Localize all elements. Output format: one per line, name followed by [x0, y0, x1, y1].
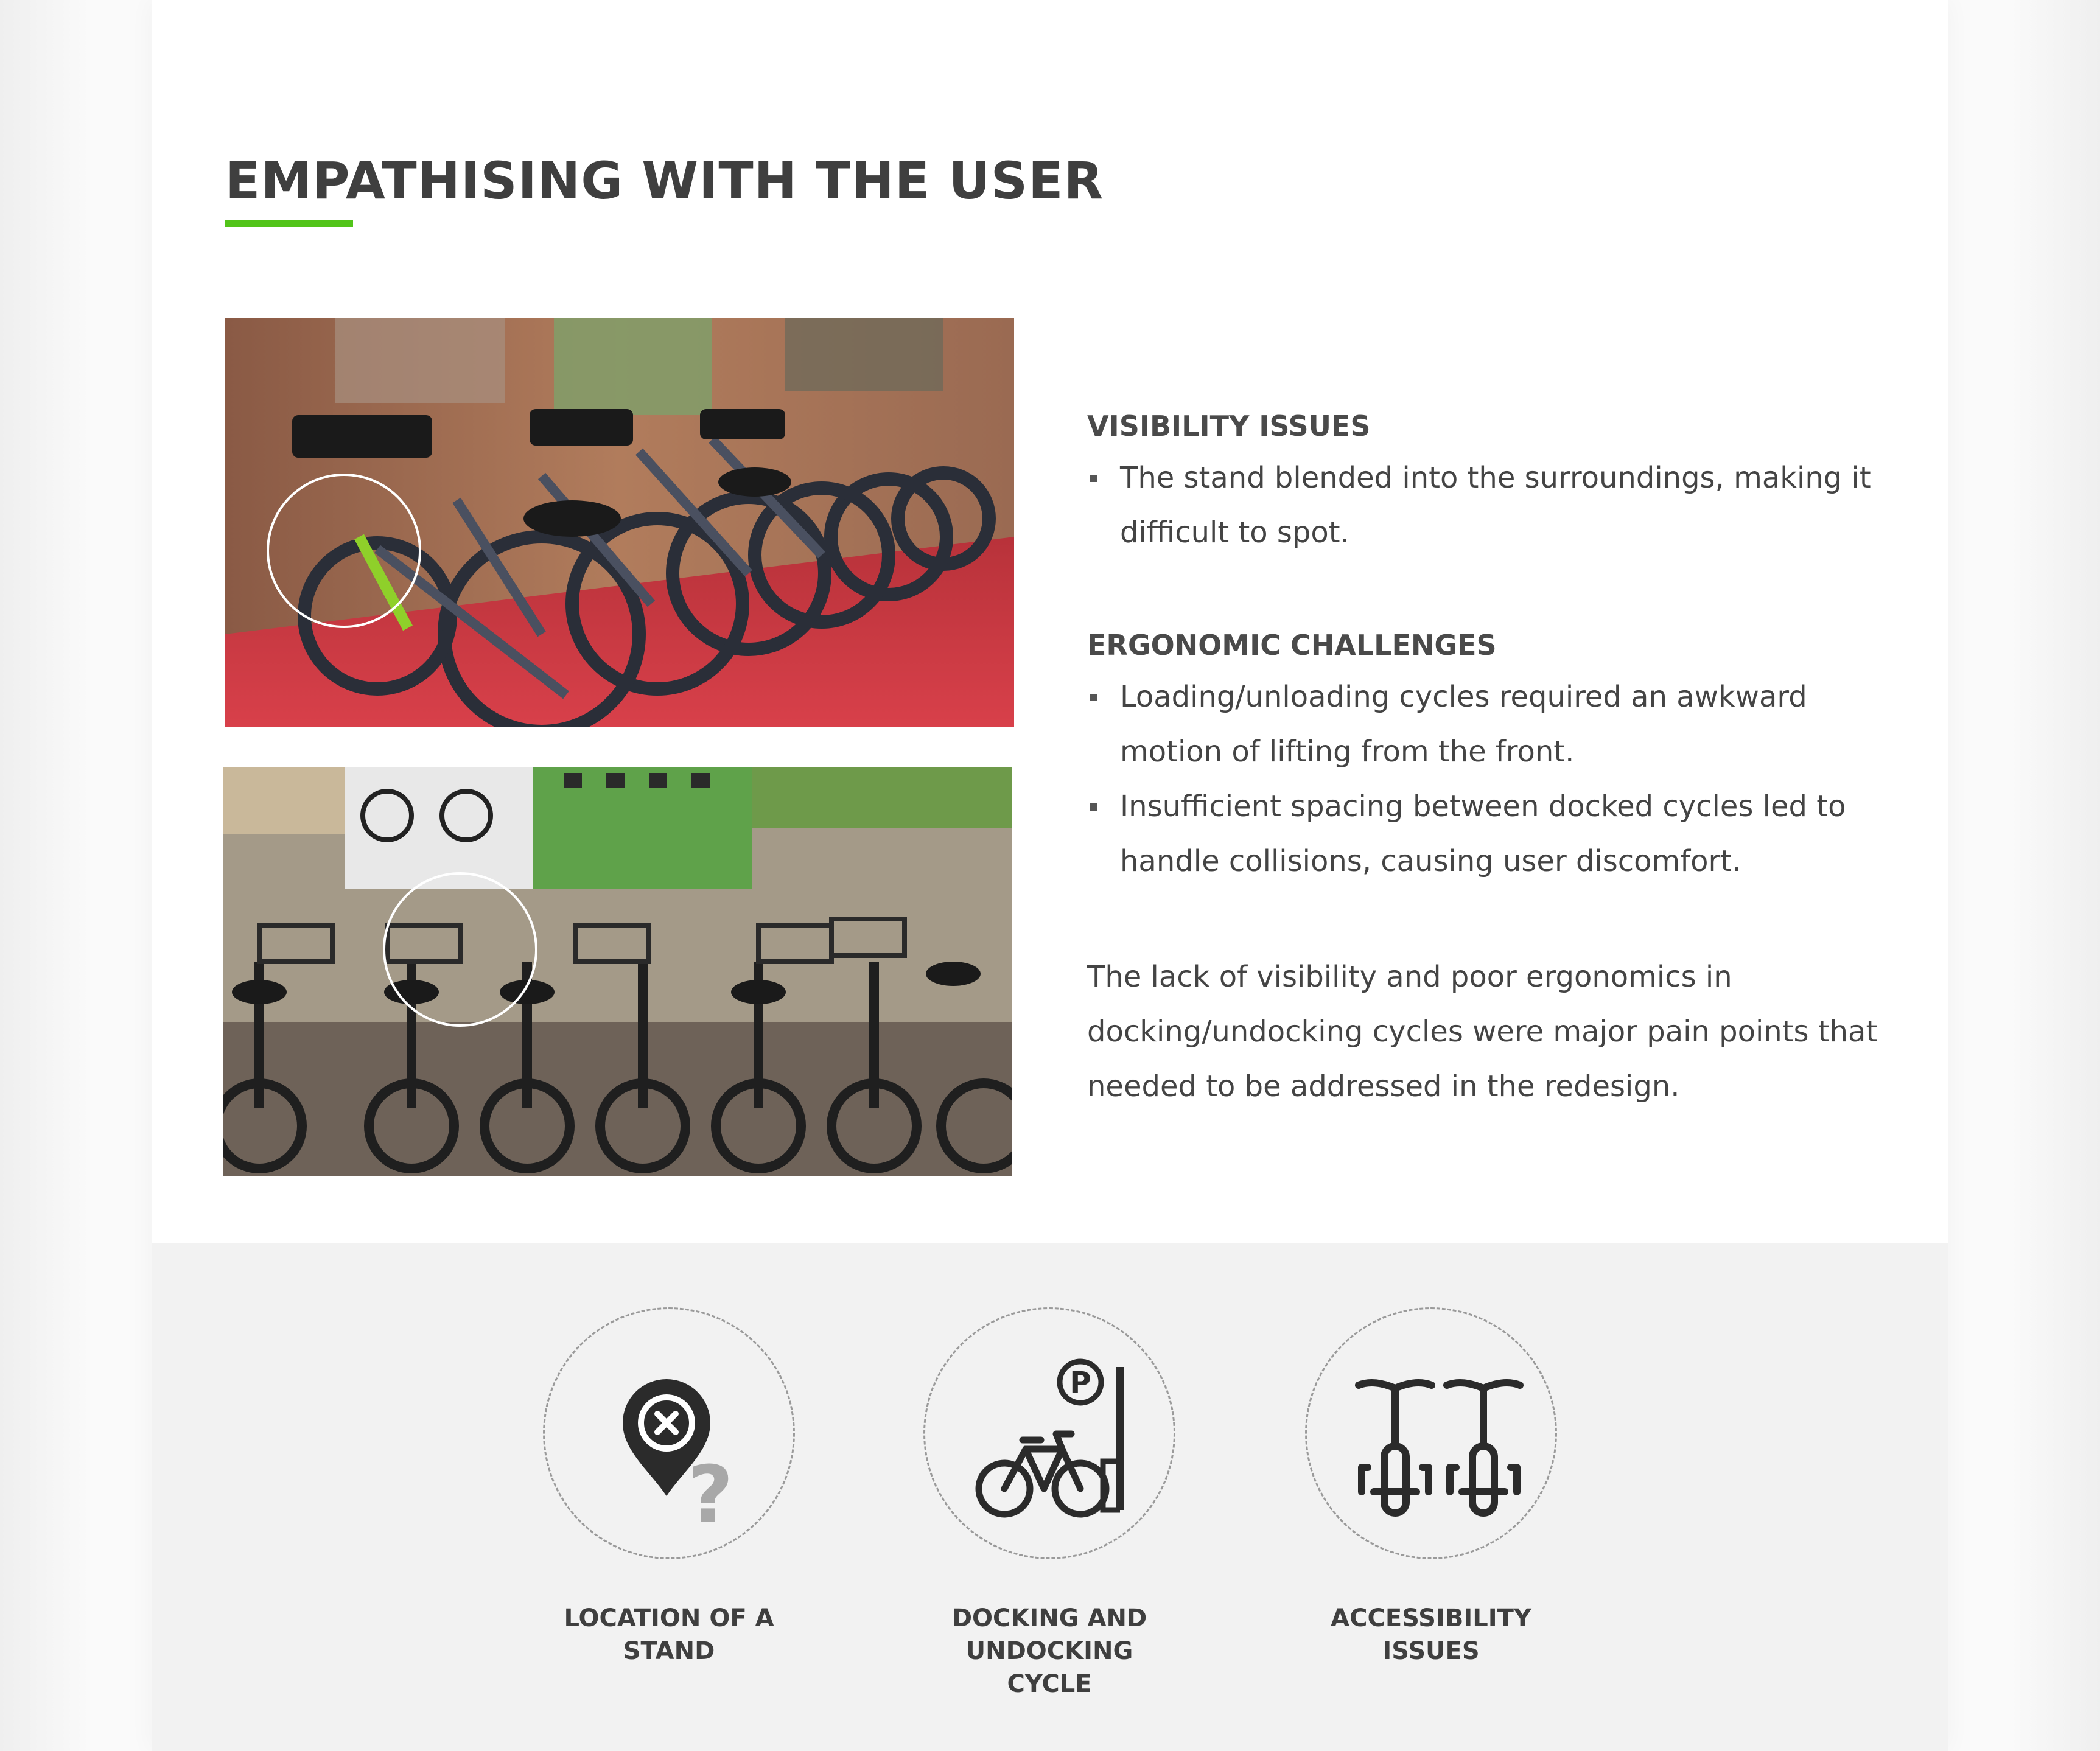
visibility-list: [1087, 450, 1897, 560]
list-item: Loading/unloading cycles required an awkward motion of lifting from the front.: [1087, 669, 1897, 779]
section-title: EMPATHISING WITH THE USER: [225, 151, 1104, 211]
issue-label: ACCESSIBILITY ISSUES: [1331, 1604, 1531, 1665]
handlebars-icon: [1307, 1309, 1559, 1561]
visibility-heading: VISIBILITY ISSUES: [1087, 410, 1371, 442]
title-underline: [225, 220, 353, 227]
issue-circle: [1305, 1307, 1557, 1559]
bike-stand-outdoor-photo: [223, 767, 1012, 1176]
summary-paragraph: The lack of visibility and poor ergonomics in docking/undocking cycles were major pain points that needed to be addressed in the redesign.: [1087, 960, 1878, 1103]
bike-parking-icon: [925, 1309, 1177, 1561]
bike-stand-indoor-photo: [225, 318, 1014, 727]
findings-column: [1087, 402, 1897, 1114]
ergonomic-heading: ERGONOMIC CHALLENGES: [1087, 629, 1497, 662]
issue-circle: [543, 1307, 795, 1559]
issue-docking: [922, 1307, 1177, 1700]
issue-label: LOCATION OF A STAND: [564, 1604, 774, 1665]
issue-location: [541, 1307, 797, 1668]
list-item: The stand blended into the surroundings, making it difficult to spot.: [1087, 450, 1897, 560]
svg-text:?: ?: [687, 1449, 733, 1541]
issue-circle: [923, 1307, 1175, 1559]
list-item: Insufficient spacing between docked cycles led to handle collisions, causing user discomfort.: [1087, 779, 1897, 889]
ergonomic-list: [1087, 669, 1897, 889]
svg-text:P: P: [1069, 1366, 1091, 1400]
location-unknown-icon: [545, 1309, 797, 1561]
issue-accessibility: [1303, 1307, 1559, 1668]
issue-label: DOCKING AND UNDOCKING CYCLE: [951, 1604, 1147, 1698]
